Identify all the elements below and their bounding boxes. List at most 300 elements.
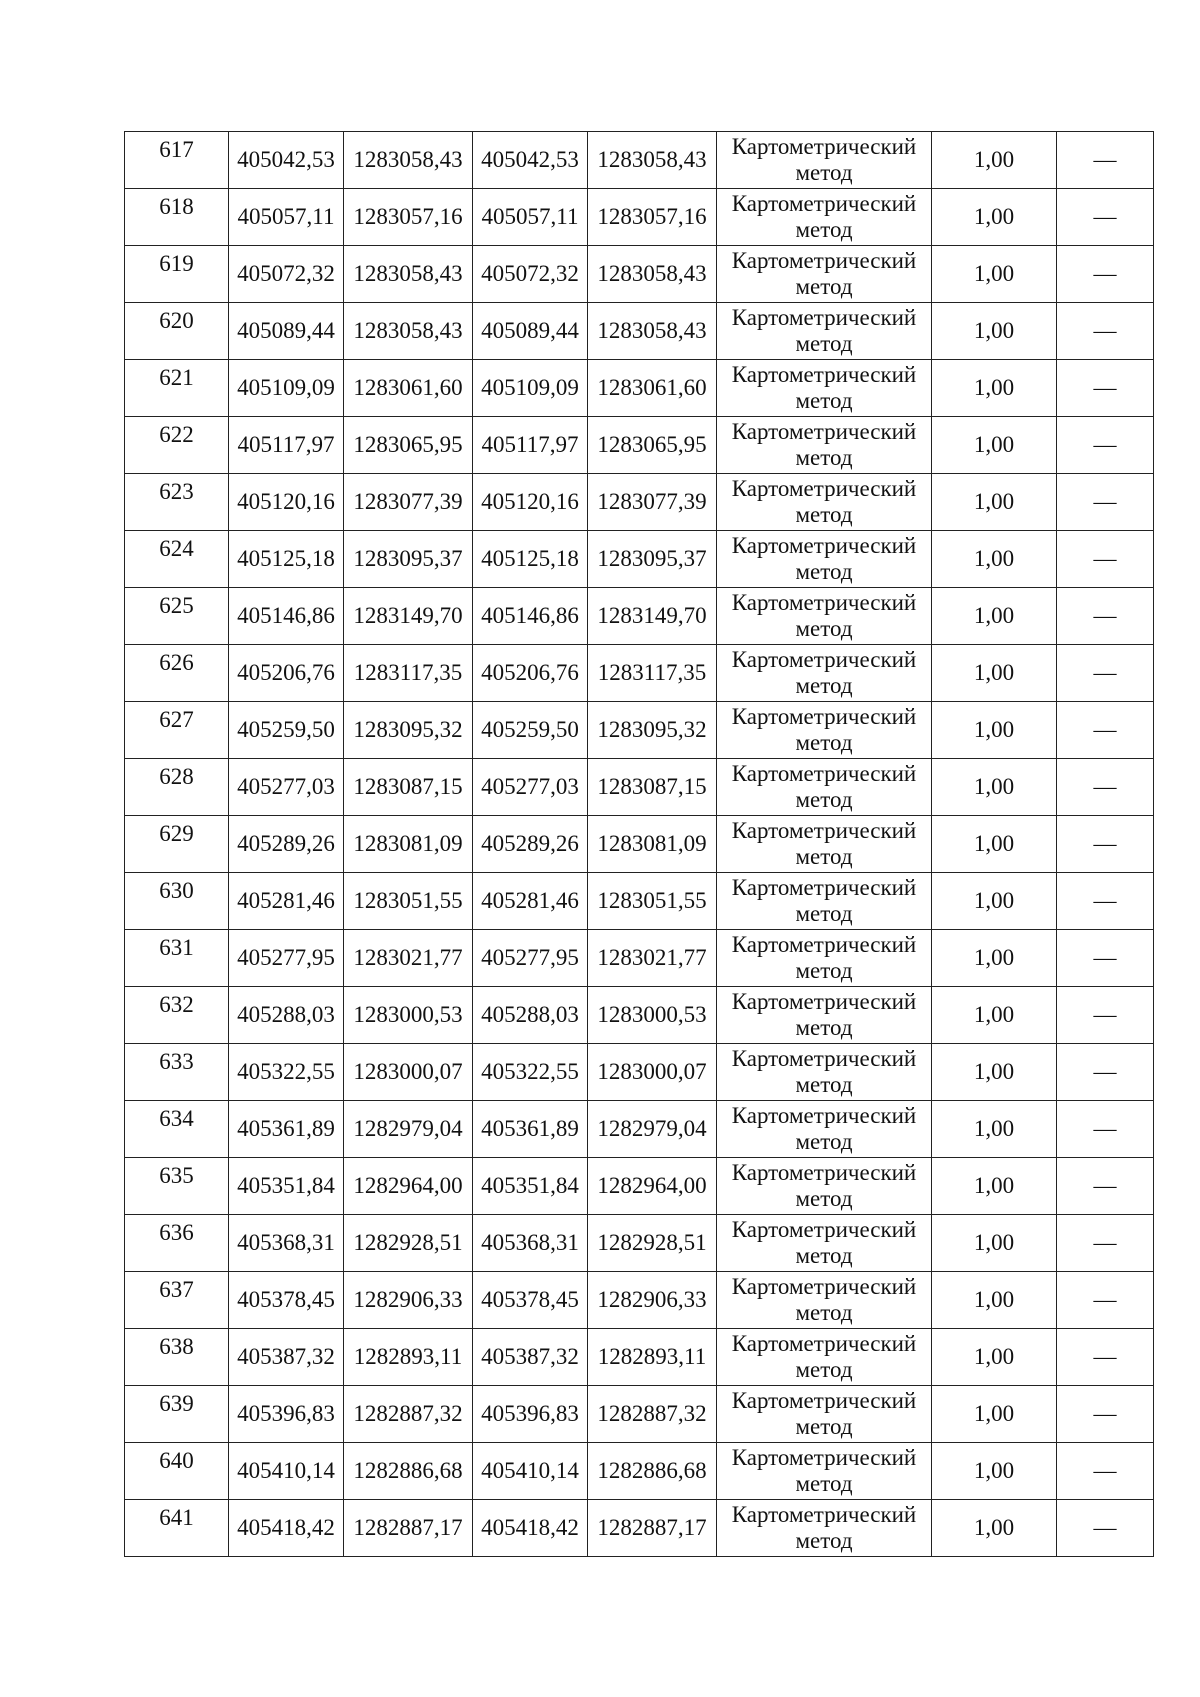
table-body — [125, 132, 1154, 1557]
y-existing-cell: 1282906,33 — [344, 1272, 473, 1329]
method-cell — [717, 189, 932, 246]
table-row — [125, 246, 1154, 303]
x-existing-cell: 405418,42 — [229, 1500, 344, 1557]
method-cell — [717, 417, 932, 474]
dash-mark: — — [1093, 1059, 1117, 1084]
x-existing-cell: 405072,32 — [229, 246, 344, 303]
description-cell — [1057, 702, 1154, 759]
method-cell — [717, 645, 932, 702]
y-existing-cell: 1283087,15 — [344, 759, 473, 816]
description-cell — [1057, 1386, 1154, 1443]
x-existing-cell: 405125,18 — [229, 531, 344, 588]
point-number-cell: 621 — [125, 360, 229, 417]
table-row — [125, 417, 1154, 474]
method-cell — [717, 702, 932, 759]
method-line-2: метод — [795, 673, 853, 698]
method-cell — [717, 474, 932, 531]
x-existing-cell: 405361,89 — [229, 1101, 344, 1158]
dash-mark: — — [1093, 1173, 1117, 1198]
accuracy-cell: 1,00 — [932, 303, 1057, 360]
point-number-cell: 620 — [125, 303, 229, 360]
dash-mark: — — [1093, 546, 1117, 571]
table-row — [125, 1158, 1154, 1215]
y-refined-cell: 1282893,11 — [588, 1329, 717, 1386]
accuracy-cell: 1,00 — [932, 360, 1057, 417]
x-refined-cell: 405378,45 — [473, 1272, 588, 1329]
y-existing-cell: 1283000,53 — [344, 987, 473, 1044]
y-existing-cell: 1283021,77 — [344, 930, 473, 987]
point-number-cell: 634 — [125, 1101, 229, 1158]
description-cell — [1057, 759, 1154, 816]
x-refined-cell: 405120,16 — [473, 474, 588, 531]
table-row — [125, 759, 1154, 816]
x-refined-cell: 405042,53 — [473, 132, 588, 189]
method-line-1: Картометрический — [731, 761, 917, 786]
method-line-1: Картометрический — [731, 1103, 917, 1128]
x-existing-cell: 405259,50 — [229, 702, 344, 759]
table-row — [125, 873, 1154, 930]
method-line-1: Картометрический — [731, 191, 917, 216]
y-existing-cell: 1283149,70 — [344, 588, 473, 645]
y-existing-cell: 1283058,43 — [344, 132, 473, 189]
method-cell — [717, 987, 932, 1044]
x-existing-cell: 405146,86 — [229, 588, 344, 645]
method-line-2: метод — [795, 217, 853, 242]
accuracy-cell: 1,00 — [932, 189, 1057, 246]
y-existing-cell: 1283051,55 — [344, 873, 473, 930]
point-number-cell: 638 — [125, 1329, 229, 1386]
method-cell — [717, 246, 932, 303]
x-refined-cell: 405146,86 — [473, 588, 588, 645]
y-existing-cell: 1282928,51 — [344, 1215, 473, 1272]
method-cell — [717, 303, 932, 360]
point-number-cell: 630 — [125, 873, 229, 930]
method-line-1: Картометрический — [731, 818, 917, 843]
x-existing-cell: 405281,46 — [229, 873, 344, 930]
method-line-2: метод — [795, 1129, 853, 1154]
dash-mark: — — [1093, 603, 1117, 628]
method-cell — [717, 1329, 932, 1386]
y-existing-cell: 1283058,43 — [344, 246, 473, 303]
description-cell — [1057, 1329, 1154, 1386]
x-refined-cell: 405351,84 — [473, 1158, 588, 1215]
y-existing-cell: 1282886,68 — [344, 1443, 473, 1500]
description-cell — [1057, 873, 1154, 930]
method-line-1: Картометрический — [731, 875, 917, 900]
method-line-1: Картометрический — [731, 1445, 917, 1470]
x-refined-cell: 405125,18 — [473, 531, 588, 588]
method-cell — [717, 873, 932, 930]
x-refined-cell: 405281,46 — [473, 873, 588, 930]
accuracy-cell: 1,00 — [932, 246, 1057, 303]
y-refined-cell: 1282906,33 — [588, 1272, 717, 1329]
y-refined-cell: 1283000,07 — [588, 1044, 717, 1101]
x-refined-cell: 405206,76 — [473, 645, 588, 702]
x-existing-cell: 405206,76 — [229, 645, 344, 702]
x-existing-cell: 405351,84 — [229, 1158, 344, 1215]
method-line-1: Картометрический — [731, 647, 917, 672]
dash-mark: — — [1093, 1344, 1117, 1369]
y-refined-cell: 1283058,43 — [588, 303, 717, 360]
method-line-2: метод — [795, 274, 853, 299]
method-line-2: метод — [795, 445, 853, 470]
description-cell — [1057, 816, 1154, 873]
method-line-1: Картометрический — [731, 1046, 917, 1071]
y-refined-cell: 1283095,32 — [588, 702, 717, 759]
y-existing-cell: 1283000,07 — [344, 1044, 473, 1101]
table-row — [125, 303, 1154, 360]
method-line-2: метод — [795, 1528, 853, 1553]
y-existing-cell: 1283095,37 — [344, 531, 473, 588]
dash-mark: — — [1093, 660, 1117, 685]
y-existing-cell: 1283065,95 — [344, 417, 473, 474]
table-row — [125, 816, 1154, 873]
x-existing-cell: 405288,03 — [229, 987, 344, 1044]
table-row — [125, 531, 1154, 588]
accuracy-cell: 1,00 — [932, 930, 1057, 987]
x-existing-cell: 405277,03 — [229, 759, 344, 816]
y-refined-cell: 1282979,04 — [588, 1101, 717, 1158]
method-cell — [717, 816, 932, 873]
y-refined-cell: 1282928,51 — [588, 1215, 717, 1272]
y-refined-cell: 1283077,39 — [588, 474, 717, 531]
method-line-2: метод — [795, 901, 853, 926]
method-line-2: метод — [795, 388, 853, 413]
description-cell — [1057, 987, 1154, 1044]
table-row — [125, 360, 1154, 417]
point-number-cell: 631 — [125, 930, 229, 987]
y-refined-cell: 1283065,95 — [588, 417, 717, 474]
accuracy-cell: 1,00 — [932, 1158, 1057, 1215]
x-refined-cell: 405410,14 — [473, 1443, 588, 1500]
dash-mark: — — [1093, 831, 1117, 856]
point-number-cell: 626 — [125, 645, 229, 702]
method-line-2: метод — [795, 1300, 853, 1325]
point-number-cell: 618 — [125, 189, 229, 246]
dash-mark: — — [1093, 375, 1117, 400]
x-existing-cell: 405277,95 — [229, 930, 344, 987]
method-line-2: метод — [795, 958, 853, 983]
method-cell — [717, 930, 932, 987]
description-cell — [1057, 417, 1154, 474]
dash-mark: — — [1093, 318, 1117, 343]
y-refined-cell: 1282887,32 — [588, 1386, 717, 1443]
point-number-cell: 628 — [125, 759, 229, 816]
x-refined-cell: 405322,55 — [473, 1044, 588, 1101]
y-refined-cell: 1283117,35 — [588, 645, 717, 702]
accuracy-cell: 1,00 — [932, 531, 1057, 588]
point-number-cell: 623 — [125, 474, 229, 531]
description-cell — [1057, 1044, 1154, 1101]
method-line-1: Картометрический — [731, 989, 917, 1014]
y-refined-cell: 1283000,53 — [588, 987, 717, 1044]
y-existing-cell: 1283117,35 — [344, 645, 473, 702]
x-refined-cell: 405418,42 — [473, 1500, 588, 1557]
method-line-1: Картометрический — [731, 362, 917, 387]
method-line-2: метод — [795, 160, 853, 185]
x-refined-cell: 405396,83 — [473, 1386, 588, 1443]
method-cell — [717, 588, 932, 645]
y-existing-cell: 1282887,17 — [344, 1500, 473, 1557]
table-row — [125, 1215, 1154, 1272]
accuracy-cell: 1,00 — [932, 702, 1057, 759]
method-cell — [717, 1386, 932, 1443]
method-cell — [717, 531, 932, 588]
method-line-1: Картометрический — [731, 704, 917, 729]
accuracy-cell: 1,00 — [932, 474, 1057, 531]
dash-mark: — — [1093, 1230, 1117, 1255]
description-cell — [1057, 1215, 1154, 1272]
point-number-cell: 636 — [125, 1215, 229, 1272]
method-line-2: метод — [795, 616, 853, 641]
method-line-1: Картометрический — [731, 932, 917, 957]
y-refined-cell: 1283057,16 — [588, 189, 717, 246]
method-cell — [717, 1272, 932, 1329]
x-existing-cell: 405057,11 — [229, 189, 344, 246]
method-line-2: метод — [795, 502, 853, 527]
accuracy-cell: 1,00 — [932, 645, 1057, 702]
x-refined-cell: 405117,97 — [473, 417, 588, 474]
point-number-cell: 624 — [125, 531, 229, 588]
method-line-2: метод — [795, 787, 853, 812]
x-existing-cell: 405120,16 — [229, 474, 344, 531]
table-row — [125, 930, 1154, 987]
dash-mark: — — [1093, 1002, 1117, 1027]
y-existing-cell: 1283061,60 — [344, 360, 473, 417]
method-line-2: метод — [795, 559, 853, 584]
y-existing-cell: 1282887,32 — [344, 1386, 473, 1443]
method-line-2: метод — [795, 1357, 853, 1382]
table-row — [125, 1329, 1154, 1386]
description-cell — [1057, 1500, 1154, 1557]
coordinates-table — [124, 131, 1154, 1557]
table-row — [125, 702, 1154, 759]
dash-mark: — — [1093, 432, 1117, 457]
table-row — [125, 189, 1154, 246]
method-line-1: Картометрический — [731, 590, 917, 615]
description-cell — [1057, 1443, 1154, 1500]
point-number-cell: 625 — [125, 588, 229, 645]
x-existing-cell: 405396,83 — [229, 1386, 344, 1443]
description-cell — [1057, 930, 1154, 987]
description-cell — [1057, 474, 1154, 531]
method-line-2: метод — [795, 331, 853, 356]
dash-mark: — — [1093, 1287, 1117, 1312]
method-line-2: метод — [795, 1471, 853, 1496]
method-cell — [717, 132, 932, 189]
accuracy-cell: 1,00 — [932, 816, 1057, 873]
method-line-1: Картометрический — [731, 1217, 917, 1242]
point-number-cell: 622 — [125, 417, 229, 474]
description-cell — [1057, 132, 1154, 189]
y-refined-cell: 1283061,60 — [588, 360, 717, 417]
table-row — [125, 1101, 1154, 1158]
x-existing-cell: 405368,31 — [229, 1215, 344, 1272]
accuracy-cell: 1,00 — [932, 1500, 1057, 1557]
table-row — [125, 1386, 1154, 1443]
y-existing-cell: 1283095,32 — [344, 702, 473, 759]
table-row — [125, 1443, 1154, 1500]
method-line-2: метод — [795, 844, 853, 869]
dash-mark: — — [1093, 261, 1117, 286]
accuracy-cell: 1,00 — [932, 417, 1057, 474]
x-existing-cell: 405378,45 — [229, 1272, 344, 1329]
table-row — [125, 1500, 1154, 1557]
method-line-2: метод — [795, 730, 853, 755]
description-cell — [1057, 303, 1154, 360]
method-line-1: Картометрический — [731, 134, 917, 159]
accuracy-cell: 1,00 — [932, 1386, 1057, 1443]
x-refined-cell: 405057,11 — [473, 189, 588, 246]
dash-mark: — — [1093, 1515, 1117, 1540]
y-refined-cell: 1282886,68 — [588, 1443, 717, 1500]
y-refined-cell: 1283087,15 — [588, 759, 717, 816]
table-row — [125, 132, 1154, 189]
method-line-1: Картометрический — [731, 248, 917, 273]
x-refined-cell: 405289,26 — [473, 816, 588, 873]
x-refined-cell: 405277,95 — [473, 930, 588, 987]
y-existing-cell: 1283077,39 — [344, 474, 473, 531]
point-number-cell: 619 — [125, 246, 229, 303]
x-refined-cell: 405109,09 — [473, 360, 588, 417]
y-existing-cell: 1282893,11 — [344, 1329, 473, 1386]
table-row — [125, 474, 1154, 531]
y-existing-cell: 1283057,16 — [344, 189, 473, 246]
description-cell — [1057, 645, 1154, 702]
method-cell — [717, 1443, 932, 1500]
x-refined-cell: 405368,31 — [473, 1215, 588, 1272]
method-cell — [717, 1500, 932, 1557]
y-existing-cell: 1282964,00 — [344, 1158, 473, 1215]
method-line-1: Картометрический — [731, 1274, 917, 1299]
x-existing-cell: 405089,44 — [229, 303, 344, 360]
point-number-cell: 633 — [125, 1044, 229, 1101]
y-refined-cell: 1282887,17 — [588, 1500, 717, 1557]
dash-mark: — — [1093, 1116, 1117, 1141]
dash-mark: — — [1093, 147, 1117, 172]
method-line-2: метод — [795, 1243, 853, 1268]
x-existing-cell: 405410,14 — [229, 1443, 344, 1500]
point-number-cell: 640 — [125, 1443, 229, 1500]
table-row — [125, 588, 1154, 645]
method-line-1: Картометрический — [731, 1502, 917, 1527]
point-number-cell: 639 — [125, 1386, 229, 1443]
point-number-cell: 637 — [125, 1272, 229, 1329]
y-refined-cell: 1283149,70 — [588, 588, 717, 645]
dash-mark: — — [1093, 774, 1117, 799]
method-line-2: метод — [795, 1015, 853, 1040]
table-row — [125, 645, 1154, 702]
point-number-cell: 641 — [125, 1500, 229, 1557]
description-cell — [1057, 1101, 1154, 1158]
accuracy-cell: 1,00 — [932, 1215, 1057, 1272]
method-line-1: Картометрический — [731, 476, 917, 501]
x-existing-cell: 405042,53 — [229, 132, 344, 189]
y-refined-cell: 1283058,43 — [588, 246, 717, 303]
method-line-1: Картометрический — [731, 419, 917, 444]
dash-mark: — — [1093, 489, 1117, 514]
y-refined-cell: 1283021,77 — [588, 930, 717, 987]
x-existing-cell: 405387,32 — [229, 1329, 344, 1386]
method-cell — [717, 759, 932, 816]
description-cell — [1057, 1272, 1154, 1329]
x-refined-cell: 405361,89 — [473, 1101, 588, 1158]
accuracy-cell: 1,00 — [932, 1101, 1057, 1158]
x-refined-cell: 405259,50 — [473, 702, 588, 759]
method-cell — [717, 1044, 932, 1101]
point-number-cell: 627 — [125, 702, 229, 759]
dash-mark: — — [1093, 888, 1117, 913]
description-cell — [1057, 360, 1154, 417]
point-number-cell: 617 — [125, 132, 229, 189]
point-number-cell: 629 — [125, 816, 229, 873]
method-cell — [717, 1158, 932, 1215]
point-number-cell: 635 — [125, 1158, 229, 1215]
description-cell — [1057, 246, 1154, 303]
x-refined-cell: 405089,44 — [473, 303, 588, 360]
accuracy-cell: 1,00 — [932, 873, 1057, 930]
y-refined-cell: 1282964,00 — [588, 1158, 717, 1215]
description-cell — [1057, 531, 1154, 588]
x-refined-cell: 405387,32 — [473, 1329, 588, 1386]
y-existing-cell: 1283058,43 — [344, 303, 473, 360]
method-cell — [717, 360, 932, 417]
y-refined-cell: 1283081,09 — [588, 816, 717, 873]
y-refined-cell: 1283095,37 — [588, 531, 717, 588]
x-existing-cell: 405117,97 — [229, 417, 344, 474]
method-cell — [717, 1101, 932, 1158]
accuracy-cell: 1,00 — [932, 987, 1057, 1044]
method-line-1: Картометрический — [731, 1160, 917, 1185]
description-cell — [1057, 1158, 1154, 1215]
method-line-1: Картометрический — [731, 1388, 917, 1413]
method-line-2: метод — [795, 1186, 853, 1211]
x-existing-cell: 405109,09 — [229, 360, 344, 417]
accuracy-cell: 1,00 — [932, 132, 1057, 189]
y-existing-cell: 1282979,04 — [344, 1101, 473, 1158]
method-line-2: метод — [795, 1414, 853, 1439]
accuracy-cell: 1,00 — [932, 588, 1057, 645]
table-row — [125, 1044, 1154, 1101]
x-refined-cell: 405277,03 — [473, 759, 588, 816]
method-line-2: метод — [795, 1072, 853, 1097]
dash-mark: — — [1093, 717, 1117, 742]
dash-mark: — — [1093, 1401, 1117, 1426]
table-row — [125, 987, 1154, 1044]
table-row — [125, 1272, 1154, 1329]
x-existing-cell: 405289,26 — [229, 816, 344, 873]
accuracy-cell: 1,00 — [932, 1272, 1057, 1329]
dash-mark: — — [1093, 1458, 1117, 1483]
accuracy-cell: 1,00 — [932, 1329, 1057, 1386]
description-cell — [1057, 588, 1154, 645]
method-line-1: Картометрический — [731, 533, 917, 558]
dash-mark: — — [1093, 945, 1117, 970]
accuracy-cell: 1,00 — [932, 1443, 1057, 1500]
method-cell — [717, 1215, 932, 1272]
method-line-1: Картометрический — [731, 305, 917, 330]
accuracy-cell: 1,00 — [932, 1044, 1057, 1101]
y-refined-cell: 1283058,43 — [588, 132, 717, 189]
description-cell — [1057, 189, 1154, 246]
x-refined-cell: 405288,03 — [473, 987, 588, 1044]
point-number-cell: 632 — [125, 987, 229, 1044]
x-refined-cell: 405072,32 — [473, 246, 588, 303]
dash-mark: — — [1093, 204, 1117, 229]
method-line-1: Картометрический — [731, 1331, 917, 1356]
accuracy-cell: 1,00 — [932, 759, 1057, 816]
y-existing-cell: 1283081,09 — [344, 816, 473, 873]
